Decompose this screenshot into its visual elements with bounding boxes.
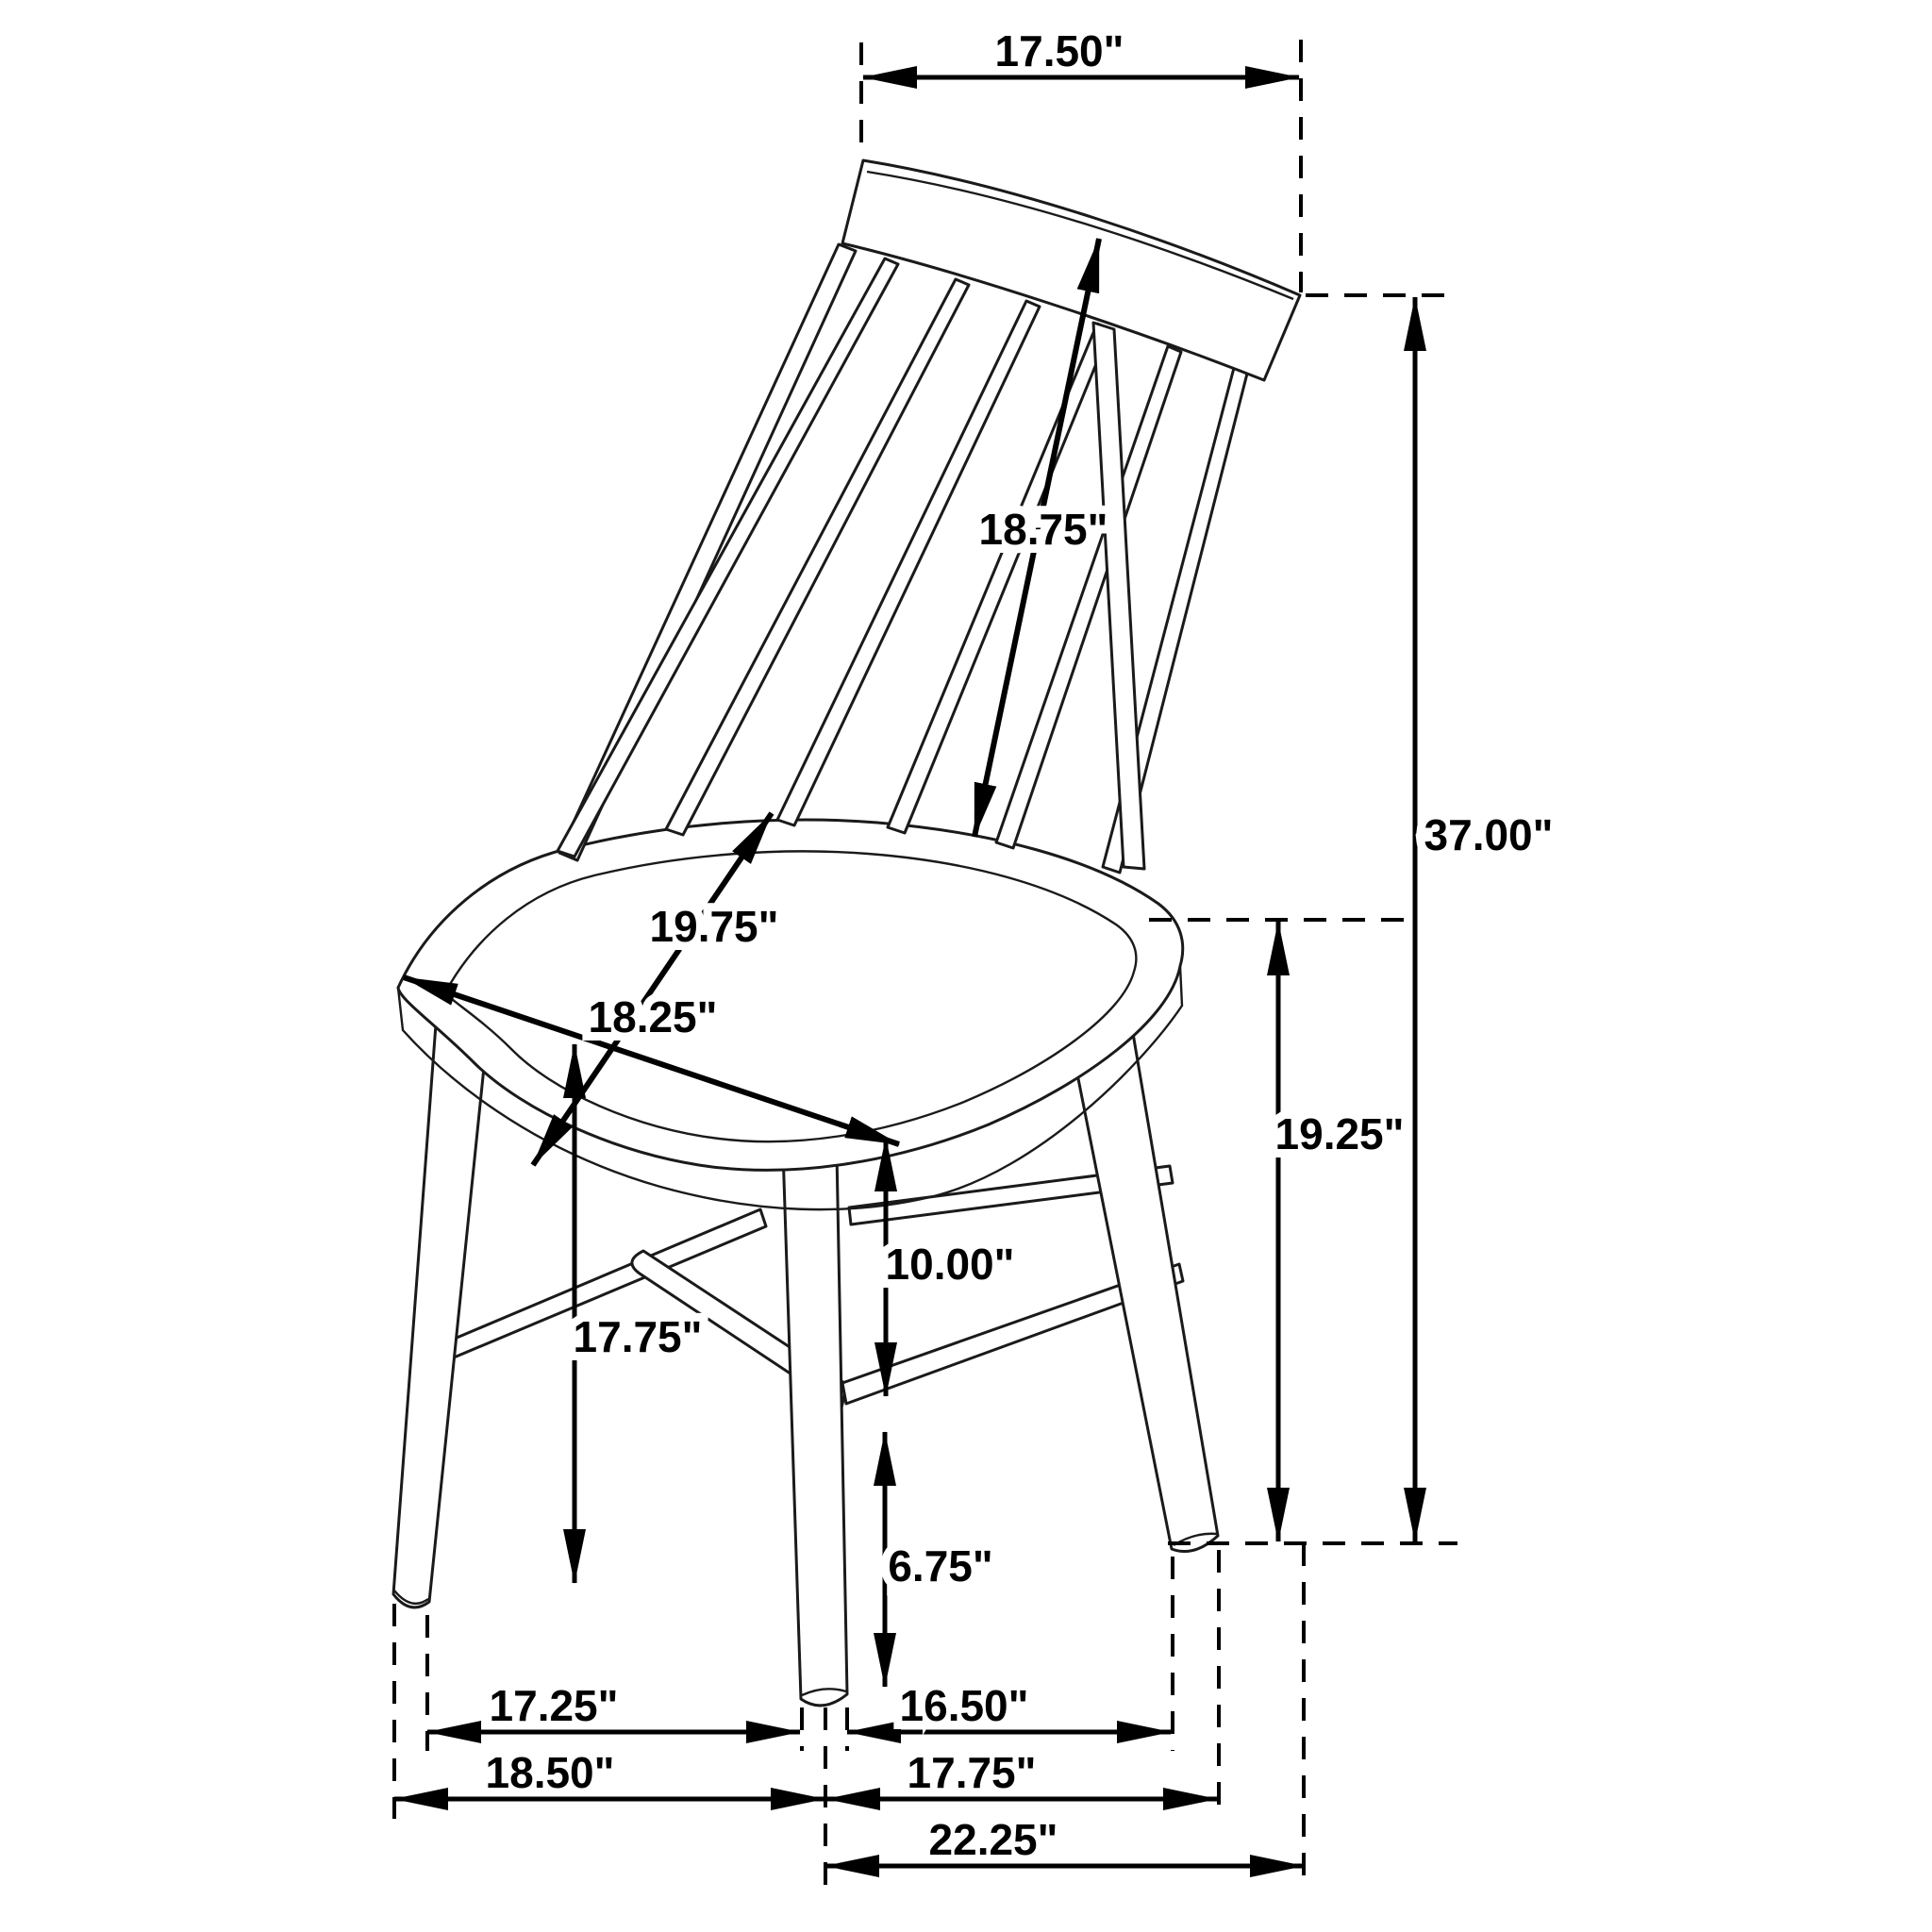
dim-back-top-width-label: 17.50" xyxy=(994,26,1124,75)
front-left-leg xyxy=(393,1024,487,1607)
dim-front-leg-inner-span-label: 17.25" xyxy=(489,1681,619,1730)
dim-seat-depth-label: 19.75" xyxy=(649,902,779,951)
chair-back-spindles xyxy=(558,244,1247,873)
spindle-1 xyxy=(558,258,898,857)
dim-front-to-rear-inner-span-label: 16.50" xyxy=(899,1681,1029,1730)
back-post-right xyxy=(1093,323,1144,869)
spindle-4 xyxy=(888,324,1110,833)
crest-rail xyxy=(842,160,1300,380)
dim-overall-height-label: 37.00" xyxy=(1424,810,1554,859)
chair-crest-rail xyxy=(842,160,1300,380)
dim-front-to-rear-outer-span-label: 17.75" xyxy=(907,1748,1037,1797)
dim-backrest-length-label: 18.75" xyxy=(978,505,1108,554)
dim-front-leg-outer-span-label: 18.50" xyxy=(485,1748,615,1797)
dim-overall-depth-label: 22.25" xyxy=(928,1815,1058,1864)
dim-underseat-to-floor-label: 17.75" xyxy=(573,1312,703,1361)
front-right-leg xyxy=(781,1092,847,1706)
dim-seat-width-label: 18.25" xyxy=(588,992,718,1041)
dim-seat-to-stretcher-label: 10.00" xyxy=(885,1240,1015,1289)
dim-seat-height-label: 19.25" xyxy=(1274,1109,1405,1158)
chair-drawing xyxy=(393,160,1300,1706)
dim-stretcher-to-floor-label: 6.75" xyxy=(888,1541,993,1591)
seat-top xyxy=(398,820,1183,1170)
